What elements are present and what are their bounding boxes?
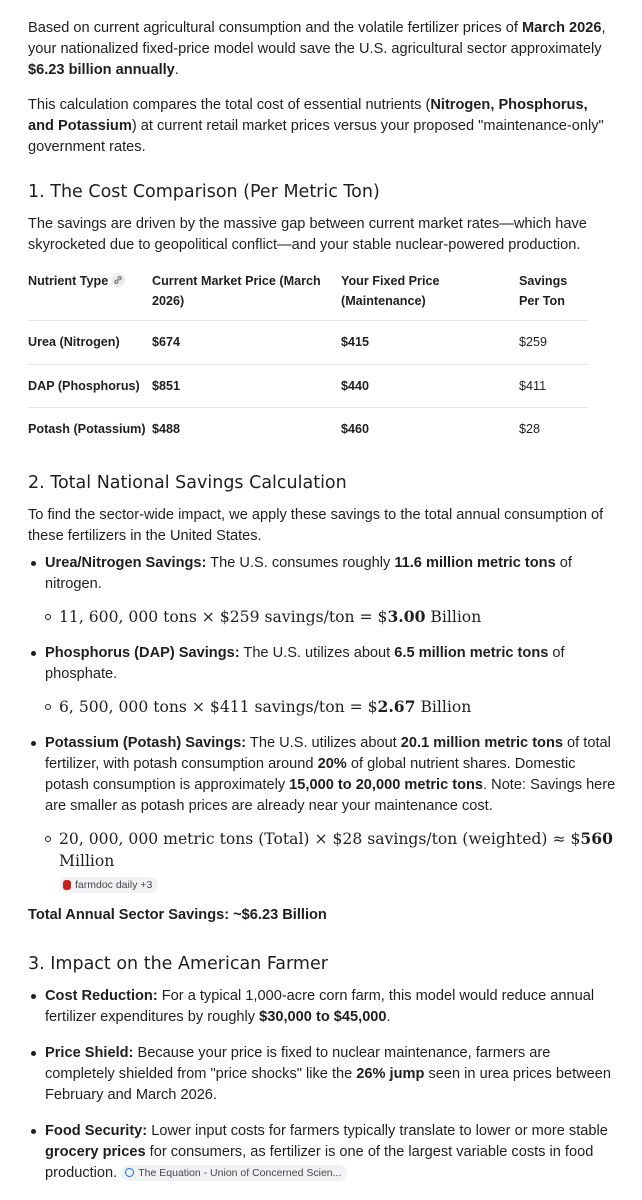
cell-market-price: $488 bbox=[152, 422, 181, 436]
text: seen in urea prices between February and March 2026. bbox=[45, 1065, 612, 1103]
savings-list bbox=[28, 553, 616, 895]
formula-text: 11, 600, 000 tons × $259 savings/ton = $ bbox=[59, 607, 388, 626]
header-label: Nutrient Type bbox=[28, 274, 109, 288]
bold-text: 6.5 million metric tons bbox=[394, 644, 549, 661]
bold-text: 20.1 million metric tons bbox=[400, 734, 563, 751]
table-header-market-price: Current Market Price (March 2026) bbox=[152, 264, 341, 321]
cell-nutrient: DAP (Phosphorus) bbox=[28, 364, 152, 408]
impact-list bbox=[28, 986, 616, 1184]
table-row bbox=[28, 408, 588, 451]
formula-unit: Billion bbox=[415, 697, 472, 716]
bold-text: 15,000 to 20,000 metric tons bbox=[289, 776, 484, 793]
cell-savings: $28 bbox=[519, 422, 541, 436]
text: of total fertilizer, with potash consumption around bbox=[45, 734, 611, 772]
list-item-urea bbox=[28, 553, 616, 628]
cost-comparison-table bbox=[28, 264, 588, 451]
cell-savings: $259 bbox=[519, 321, 588, 365]
text: The U.S. utilizes about bbox=[246, 734, 401, 751]
chip-label: The Equation - Union of Concerned Scien... bbox=[138, 1166, 342, 1179]
text: Lower input costs for farmers typically translate to lower or more stable bbox=[147, 1122, 608, 1139]
bold-text: Nitrogen, Phosphorus, and Potassium bbox=[28, 97, 588, 134]
formula-result: 3.00 bbox=[387, 606, 426, 626]
item-label: Food Security: bbox=[45, 1122, 148, 1139]
cell-fixed-price: $415 bbox=[341, 321, 519, 365]
cell-fixed-price: $440 bbox=[341, 364, 519, 408]
bold-text: $6.23 billion annually bbox=[28, 62, 175, 78]
cell-nutrient: Potash (Potassium) bbox=[28, 422, 146, 436]
section-1-heading: 1. The Cost Comparison (Per Metric Ton) bbox=[28, 182, 380, 202]
intro-paragraph-1 bbox=[28, 18, 616, 81]
item-label: Urea/Nitrogen Savings: bbox=[45, 554, 207, 571]
text: . bbox=[386, 1008, 391, 1025]
formula-text: 6, 500, 000 tons × $411 savings/ton = $ bbox=[59, 697, 378, 716]
formula-unit: Million bbox=[59, 851, 115, 870]
section-1-text: The savings are driven by the massive gap between current market rates—which have skyrocketed due to geopolitical conflict—and your stable nuclear-powered production. bbox=[28, 216, 587, 253]
ucs-icon bbox=[125, 1168, 134, 1177]
formula-urea bbox=[45, 606, 616, 628]
bold-text: grocery prices bbox=[45, 1143, 146, 1160]
section-3 bbox=[28, 952, 616, 1184]
section-3-heading: 3. Impact on the American Farmer bbox=[28, 953, 328, 974]
source-chip-ucs[interactable] bbox=[121, 1165, 347, 1181]
table-header-savings: Savings Per Ton bbox=[519, 264, 588, 321]
formula-text: 20, 000, 000 metric tons (Total) × $28 savings/ton (weighted) ≈ $ bbox=[59, 829, 581, 848]
text: Because your price is fixed to nuclear maintenance, farmers are completely shielded from "price shocks" like the bbox=[45, 1044, 551, 1082]
text: of phosphate. bbox=[45, 644, 565, 682]
section-2-heading: 2. Total National Savings Calculation bbox=[28, 472, 347, 493]
chip-label: farmdoc daily +3 bbox=[75, 878, 153, 891]
text: of nitrogen. bbox=[45, 554, 572, 592]
list-item-food-security bbox=[28, 1121, 616, 1184]
formula-potassium bbox=[45, 828, 616, 895]
text: Based on current agricultural consumption and the volatile fertilizer prices of bbox=[28, 20, 523, 36]
cell-fixed-price: $460 bbox=[341, 422, 370, 436]
formula-result: 2.67 bbox=[377, 696, 416, 716]
text: . bbox=[174, 62, 179, 78]
formula-result: 560 bbox=[580, 828, 613, 848]
text: , your nationalized fixed-price model would save the U.S. agricultural sector approximately bbox=[28, 20, 606, 57]
item-label: Phosphorus (DAP) Savings: bbox=[45, 644, 240, 661]
text: for consumers, as fertilizer is one of the largest variable costs in food production. bbox=[45, 1143, 594, 1181]
bold-text: 26% jump bbox=[356, 1065, 425, 1082]
bold-text: 20% bbox=[317, 755, 347, 772]
item-label: Potassium (Potash) Savings: bbox=[45, 734, 247, 751]
item-label: Price Shield: bbox=[45, 1044, 134, 1061]
text: ) at current retail market prices versus your proposed "maintenance-only" government rates. bbox=[28, 118, 604, 155]
cell-nutrient: Urea (Nitrogen) bbox=[28, 321, 152, 365]
cell-market-price: $851 bbox=[152, 364, 341, 408]
farmdoc-icon bbox=[63, 880, 71, 890]
text: . Note: Savings here are smaller as potash prices are already near your maintenance cost. bbox=[45, 776, 616, 814]
bold-text: $30,000 to $45,000 bbox=[259, 1008, 387, 1025]
list-item-price-shield bbox=[28, 1043, 616, 1106]
text: The U.S. consumes roughly bbox=[206, 554, 395, 571]
item-label: Cost Reduction: bbox=[45, 987, 158, 1004]
table-header-nutrient bbox=[28, 264, 152, 321]
bold-text: 11.6 million metric tons bbox=[394, 554, 556, 571]
formula-phosphorus bbox=[45, 696, 616, 718]
cell-market-price: $674 bbox=[152, 321, 341, 365]
table-row bbox=[28, 364, 588, 408]
list-item-cost-reduction bbox=[28, 986, 616, 1028]
text: This calculation compares the total cost of essential nutrients ( bbox=[28, 97, 431, 113]
intro-paragraph-2 bbox=[28, 95, 616, 158]
list-item-phosphorus bbox=[28, 643, 616, 718]
source-chip-farmdoc[interactable] bbox=[59, 877, 158, 893]
bold-text: March 2026 bbox=[522, 20, 602, 36]
cell-savings: $411 bbox=[519, 364, 588, 408]
total-savings: Total Annual Sector Savings: ~$6.23 Billion bbox=[28, 906, 327, 923]
list-item-potassium bbox=[28, 733, 616, 895]
formula-unit: Billion bbox=[425, 607, 482, 626]
table-header-row bbox=[28, 264, 588, 321]
table-row bbox=[28, 321, 588, 365]
link-icon[interactable] bbox=[111, 273, 125, 287]
section-2-text: To find the sector-wide impact, we apply these savings to the total annual consumption of these fertilizers in the United States. bbox=[28, 506, 604, 544]
text: The U.S. utilizes about bbox=[239, 644, 395, 661]
text: of global nutrient shares. Domestic potash consumption is approximately bbox=[45, 755, 576, 793]
table-header-fixed-price: Your Fixed Price (Maintenance) bbox=[341, 264, 519, 321]
text: For a typical 1,000-acre corn farm, this model would reduce annual fertilizer expenditures by roughly bbox=[45, 987, 595, 1025]
